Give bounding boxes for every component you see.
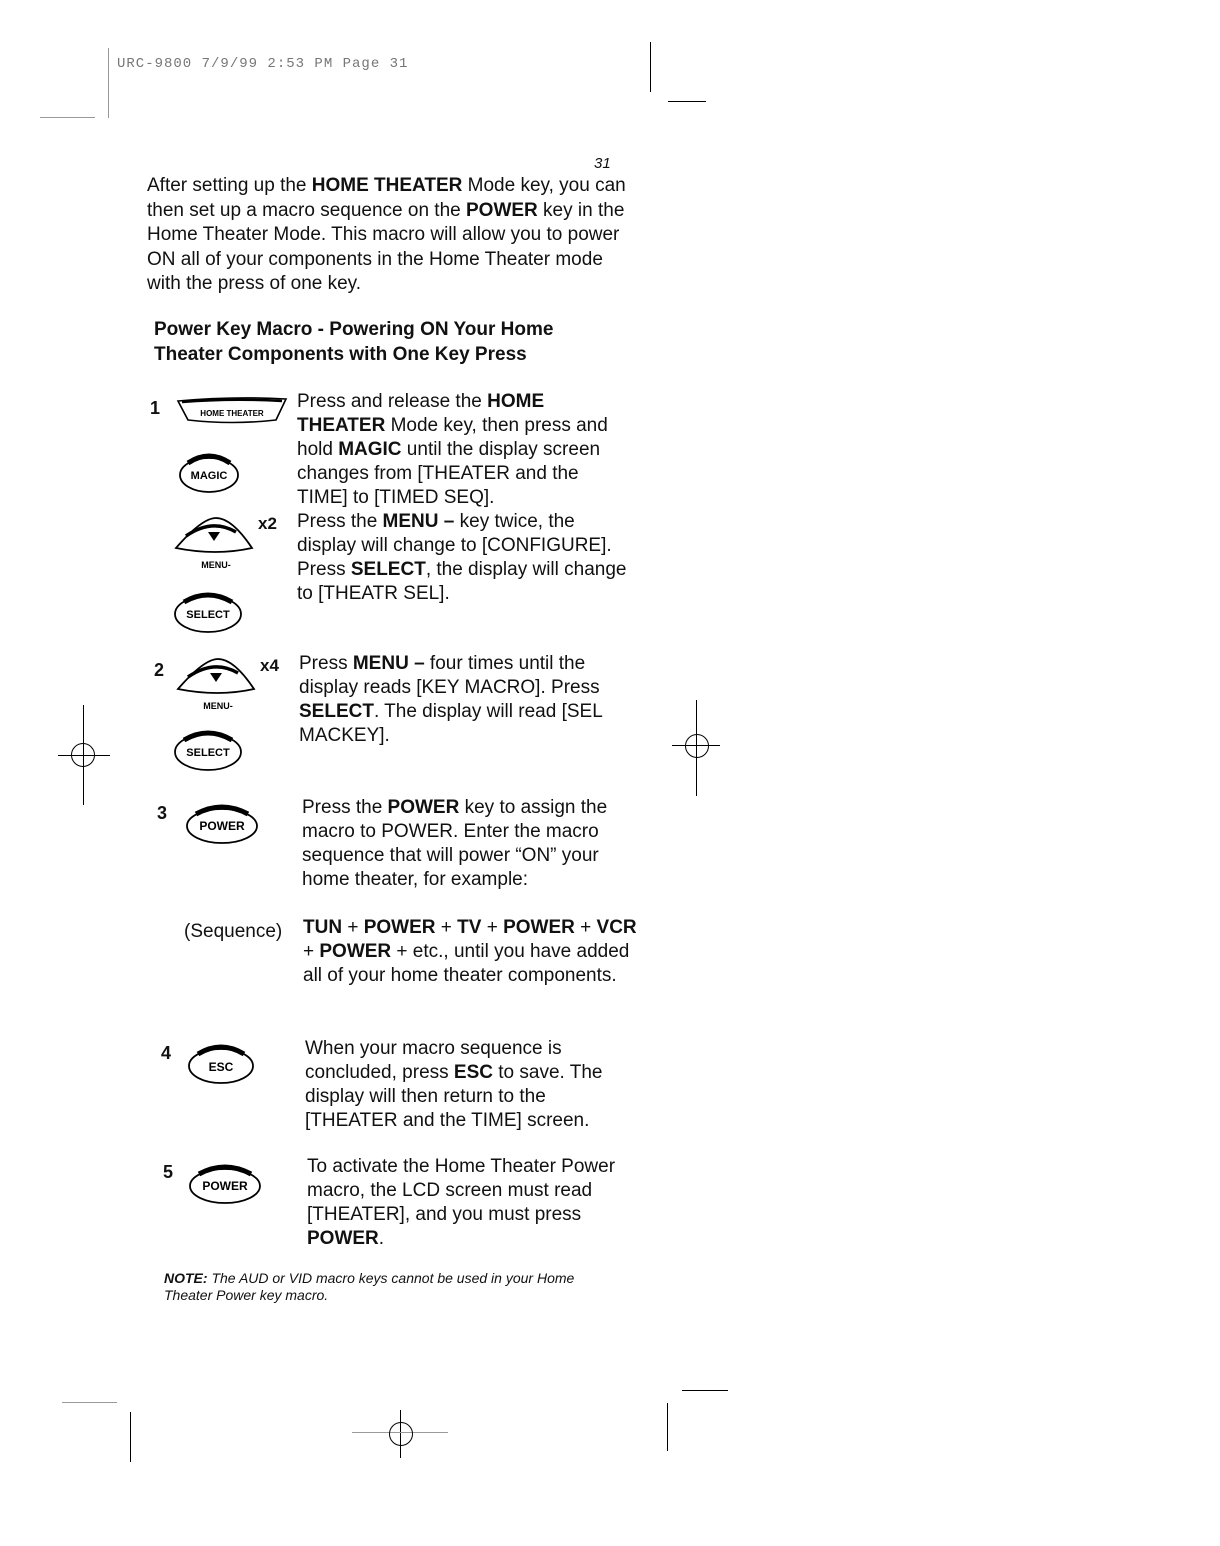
select-key-icon: [172, 726, 244, 774]
step-3-text: Press the POWER key to assign the macro to POWER. Enter the macro sequence that will power “ON” your home theater, for example:: [302, 797, 608, 890]
section-heading: Power Key Macro - Powering ON Your Home Theater Components with One Key Press: [154, 319, 554, 365]
step-1-text-a: Press and release the HOME THEATER Mode key, then press and hold MAGIC until the display screen changes from [THEATER and the TIME] to [TIMED SEQ].: [297, 391, 608, 508]
sequence-label: (Sequence): [184, 921, 283, 942]
menu-minus-key-icon: [172, 514, 260, 570]
svg-text:POWER: POWER: [199, 819, 245, 833]
press-count: x2: [258, 514, 277, 533]
svg-text:MENU-: MENU-: [203, 701, 233, 711]
step-1-text-b: Press the MENU – key twice, the display will change to [CONFIGURE]. Press SELECT, the display will change to [THEATR SEL].: [297, 511, 627, 604]
crop-mark: [682, 1390, 728, 1391]
svg-text:MENU-: MENU-: [201, 560, 231, 570]
crop-mark: [668, 101, 706, 102]
svg-text:SELECT: SELECT: [186, 609, 230, 621]
step-number: 3: [157, 803, 168, 823]
crop-mark: [62, 1402, 117, 1403]
home-theater-key-icon: [176, 398, 288, 426]
crop-mark: [650, 42, 651, 92]
magic-key-icon: [178, 449, 240, 495]
step-5-text: To activate the Home Theater Power macro, the LCD screen must read [THEATER], and you must press POWER.: [307, 1156, 616, 1249]
svg-text:HOME THEATER: HOME THEATER: [200, 409, 264, 418]
registration-circle: [389, 1422, 413, 1446]
crop-mark: [130, 1412, 131, 1462]
menu-minus-key-icon: [174, 655, 262, 711]
note: NOTE: The AUD or VID macro keys cannot be used in your Home Theater Power key macro.: [164, 1270, 575, 1303]
sequence-text: TUN + POWER + TV + POWER + VCR + POWER + etc., until you have added all of your home theater components.: [303, 917, 637, 986]
crop-mark: [667, 1403, 668, 1451]
step-2-text: Press MENU – four times until the display reads [KEY MACRO]. Press SELECT. The display will read [SEL MACKEY].: [299, 653, 603, 746]
intro-paragraph: After setting up the HOME THEATER Mode key, you can then set up a macro sequence on the POWER key in the Home Theater Mode. This macro will allow you to power ON all of your components in the Home Theater mode with the press of one key.: [147, 175, 626, 294]
page-number: 31: [594, 155, 611, 172]
power-key-icon: [187, 1160, 263, 1206]
step-4-text: When your macro sequence is concluded, press ESC to save. The display will then return to the [THEATER and the TIME] screen.: [305, 1038, 603, 1131]
step-number: 5: [163, 1162, 174, 1182]
step-number: 2: [154, 660, 165, 680]
select-key-icon: [172, 588, 244, 636]
registration-circle: [71, 743, 95, 767]
crop-mark: [108, 48, 109, 118]
svg-text:MAGIC: MAGIC: [190, 470, 228, 482]
esc-key-icon: [186, 1040, 256, 1086]
step-number: 4: [161, 1043, 172, 1063]
press-count: x4: [260, 656, 279, 675]
step-number: 1: [150, 398, 161, 418]
svg-text:SELECT: SELECT: [186, 747, 230, 759]
svg-text:ESC: ESC: [208, 1060, 234, 1074]
power-key-icon: [184, 800, 260, 846]
crop-mark: [40, 117, 95, 118]
svg-text:POWER: POWER: [202, 1179, 248, 1193]
registration-circle: [685, 734, 709, 758]
print-header: URC-9800 7/9/99 2:53 PM Page 31: [117, 56, 409, 72]
